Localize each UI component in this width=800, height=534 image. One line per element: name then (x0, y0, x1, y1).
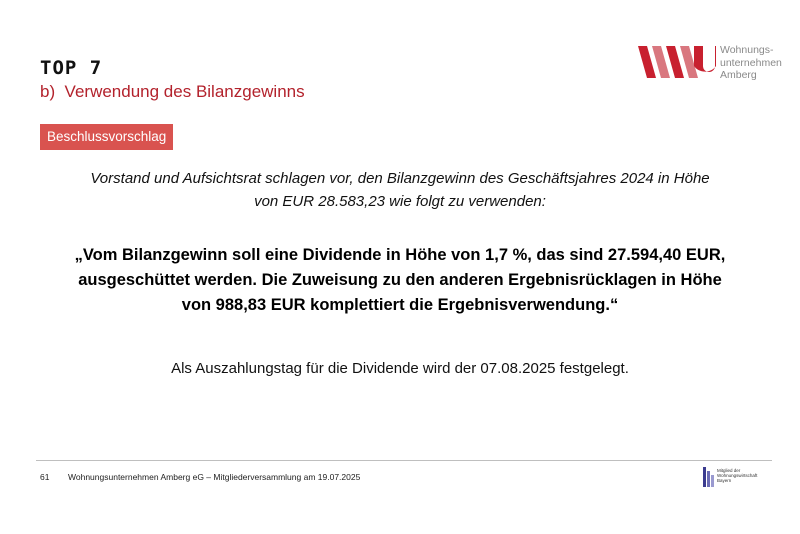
resolution-line: ausgeschüttet werden. Die Zuweisung zu den anderen Ergebnisrücklagen in Höhe (78, 271, 722, 289)
resolution-line: von 988,83 EUR komplettiert die Ergebnisverwendung.“ (181, 296, 619, 314)
slide-title: TOP 7 (40, 57, 103, 79)
member-text-line2: Wohnungswirtschaft (717, 473, 758, 478)
logo-text-line1: Wohnungs- (720, 44, 774, 56)
resolution-text (40, 243, 760, 318)
proposal-badge: Beschlussvorschlag (40, 124, 173, 150)
intro-paragraph (40, 167, 760, 213)
payout-date-text: Als Auszahlungstag für die Dividende wird der 07.08.2025 festgelegt. (171, 360, 629, 377)
page-number: 61 (40, 472, 50, 482)
intro-line: von EUR 28.583,23 wie folgt zu verwenden: (254, 193, 546, 210)
member-logo-text (717, 468, 757, 483)
intro-line: Vorstand und Aufsichtsrat schlagen vor, den Bilanzgewinn des Geschäftsjahres 2024 in Höhe (90, 170, 710, 187)
member-text-line3: Bayern (717, 478, 732, 483)
footer-text: Wohnungsunternehmen Amberg eG – Mitgliederversammlung am 19.07.2025 (68, 472, 361, 482)
company-logo-mark-icon (638, 44, 716, 80)
resolution-line: „Vom Bilanzgewinn soll eine Dividende in Höhe von 1,7 %, das sind 27.594,40 EUR, (74, 246, 726, 264)
member-logo (703, 465, 773, 489)
member-text-line1: Mitglied der (717, 468, 741, 473)
member-logo-bars-icon (703, 465, 715, 489)
company-logo (638, 44, 782, 84)
logo-text-line2: unternehmen (720, 56, 782, 69)
footer-divider (36, 460, 772, 461)
logo-text-line3: Amberg (720, 69, 757, 81)
slide-subtitle: b) Verwendung des Bilanzgewinns (40, 82, 305, 101)
company-logo-text (720, 44, 782, 82)
